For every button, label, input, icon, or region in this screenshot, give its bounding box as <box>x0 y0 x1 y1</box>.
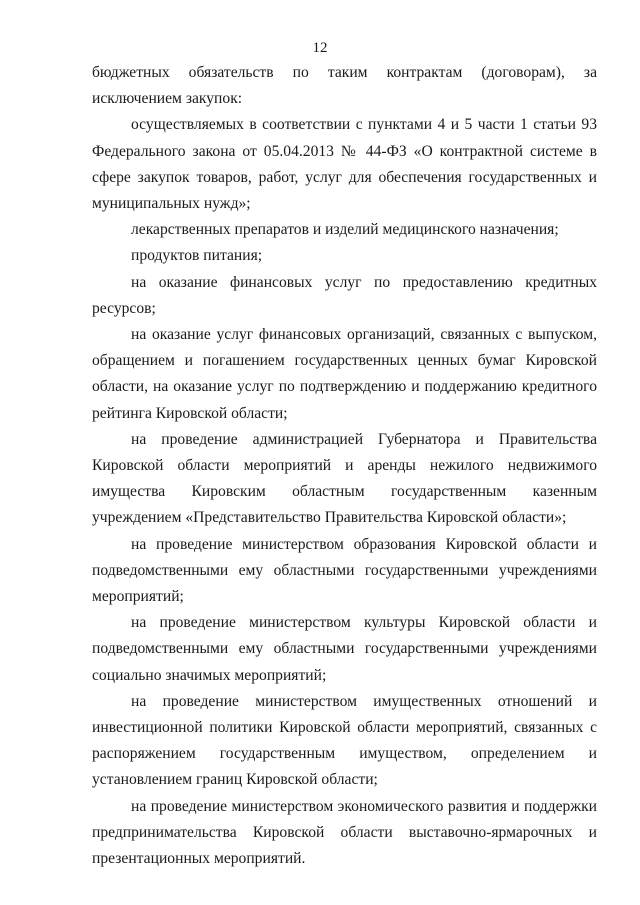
paragraph-item: на проведение министерством имущественных отношений и инвестиционной политики Кировской области мероприятий, связанных с распоряжением государственным имуществом, определением и установлением границ Кировской области; <box>92 692 597 789</box>
body-text <box>92 60 597 872</box>
paragraph-item: на оказание услуг финансовых организаций, связанных с выпуском, обращением и погашением государственных ценных бумаг Кировской области, на оказание услуг по подтверждению и поддержанию кредитного рейтинга Кировской области; <box>92 326 597 422</box>
paragraph-item: на проведение администрацией Губернатора и Правительства Кировской области мероприятий и аренды нежилого недвижимого имущества Кировским областным государственным казенным учреждением «Представительство Правительства Кировской области»; <box>92 430 597 527</box>
paragraph-item: на оказание финансовых услуг по предоставлению кредитных ресурсов; <box>92 273 597 317</box>
paragraph-item: осуществляемых в соответствии с пунктами 4 и 5 части 1 статьи 93 Федерального закона от 05.04.2013 № 44-ФЗ «О контрактной системе в сфере закупок товаров, работ, услуг для обеспечения государственных и муниципальных нужд»; <box>92 116 597 213</box>
paragraph-item: на проведение министерством культуры Кировской области и подведомственными ему областными государственными учреждениями социально значимых мероприятий; <box>92 614 597 684</box>
paragraph-item: на проведение министерством образования Кировской области и подведомственными ему областными государственными учреждениями мероприятий; <box>92 535 597 606</box>
page-number: 12 <box>312 40 328 56</box>
paragraph-item: на проведение министерством экономического развития и поддержки предпринимательства Кировской области выставочно-ярмарочных и презентационных мероприятий. <box>92 797 597 868</box>
paragraph-item: продуктов питания; <box>131 247 263 265</box>
paragraph-continuation: бюджетных обязательств по таким контрактам (договорам), за исключением закупок: <box>92 64 597 108</box>
paragraph-item: лекарственных препаратов и изделий медицинского назначения; <box>131 221 559 239</box>
